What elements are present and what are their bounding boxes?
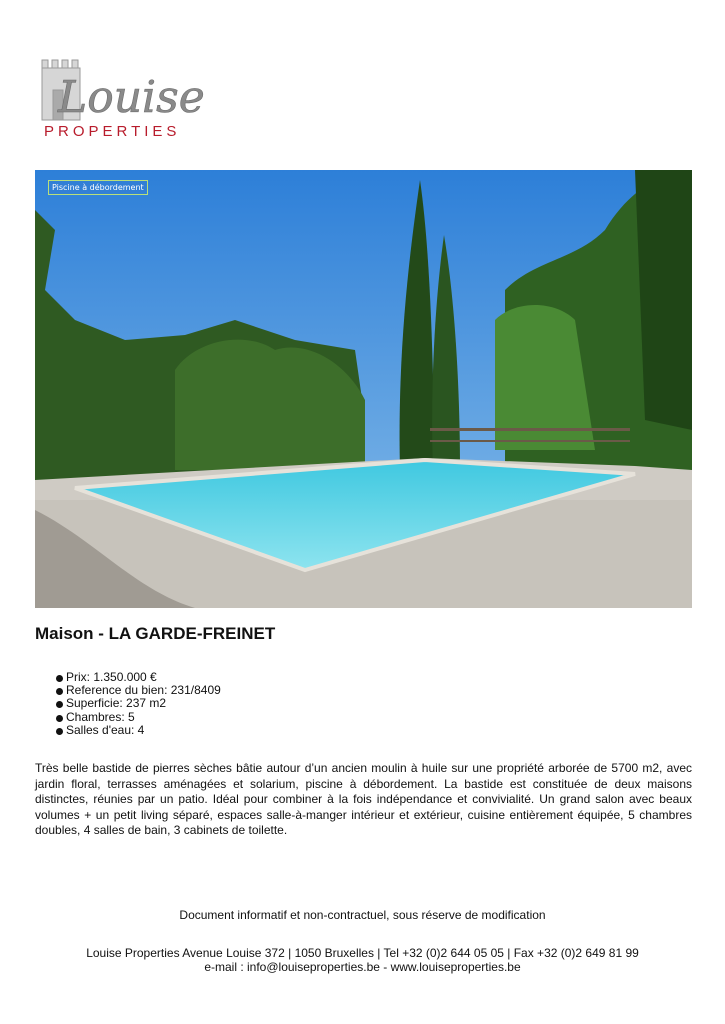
property-description: Très belle bastide de pierres sèches bâtie autour d’un ancien moulin à huile sur une propriété arborée de 5700 m2, avec jardin floral, terrasses aménagées et solarium, piscine à débordement. La bastide est constituée de deux maisons distinctes, réunies par un patio. Idéal pour combiner à la fois indépendance et convivialité. Un grand salon avec beaux volumes + un petit living séparé, espaces salle-à-manger intérieur et extérieur, cuisine entièrement équipée, 5 chambres doubles, 4 salles de bain, 3 cabinets de toilette. <box>35 761 692 837</box>
footer-address: Louise Properties Avenue Louise 372 | 1050 Bruxelles | Tel +32 (0)2 644 05 05 | Fax +32 (0)2 649 81 99 <box>86 946 639 960</box>
property-photo <box>35 170 692 608</box>
property-title: Maison - LA GARDE-FREINET <box>35 624 276 643</box>
company-logo <box>36 50 204 142</box>
fact-bedrooms: Chambres: 5 <box>56 711 221 724</box>
fact-reference: Reference du bien: 231/8409 <box>56 684 221 697</box>
fact-price: Prix: 1.350.000 € <box>56 671 221 684</box>
photo-caption: Piscine à débordement <box>48 180 148 195</box>
logo-sub-text: PROPERTIES <box>44 123 181 140</box>
pool-photo-icon <box>35 170 692 608</box>
fact-bathrooms: Salles d'eau: 4 <box>56 724 221 737</box>
footer-contact: e-mail : info@louiseproperties.be - www.louiseproperties.be <box>204 960 521 974</box>
footer <box>0 946 725 974</box>
disclaimer-text: Document informatif et non-contractuel, sous réserve de modification <box>179 908 546 922</box>
fact-area: Superficie: 237 m2 <box>56 697 221 710</box>
property-facts-list <box>56 671 221 737</box>
logo-script-text: Louise <box>58 72 204 123</box>
